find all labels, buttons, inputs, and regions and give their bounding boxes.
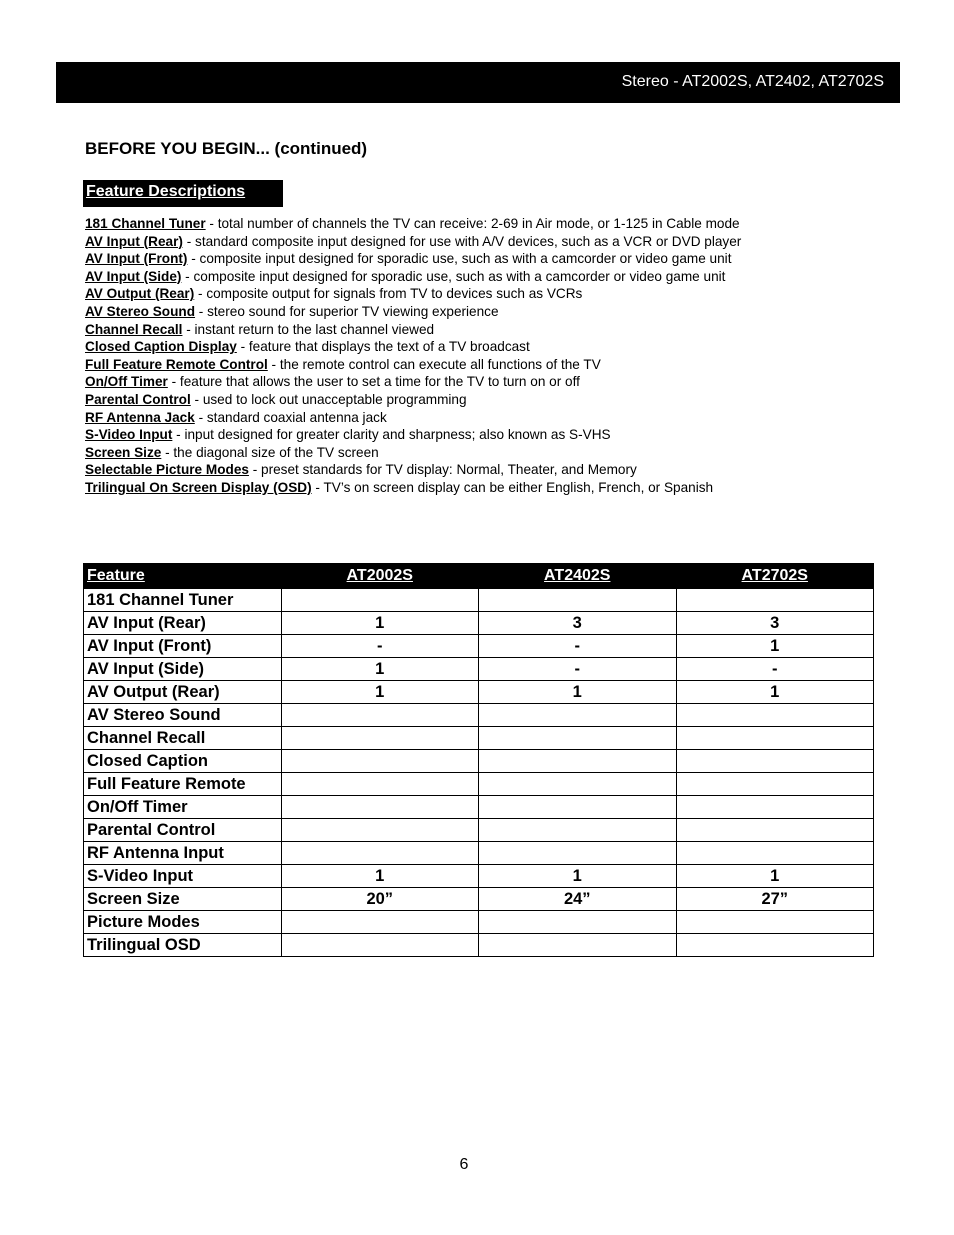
description-item: [85, 426, 905, 444]
feature-name-cell: Parental Control: [84, 819, 282, 842]
description-item: [85, 338, 905, 356]
description-text: - the diagonal size of the TV screen: [161, 444, 379, 460]
table-row: [84, 612, 874, 635]
model-value-cell: 1: [281, 658, 479, 681]
description-term: Closed Caption Display: [85, 339, 237, 355]
model-value-cell: 1: [281, 612, 479, 635]
description-term: Screen Size: [85, 444, 162, 460]
model-value-cell: 1: [281, 865, 479, 888]
description-term: Selectable Picture Modes: [85, 462, 249, 478]
table-row: [84, 934, 874, 957]
description-term: Channel Recall: [85, 321, 183, 337]
feature-name-cell: 181 Channel Tuner: [84, 589, 282, 612]
description-text: - composite input designed for sporadic use, such as with a camcorder or video game unit: [187, 251, 732, 267]
table-row: [84, 727, 874, 750]
table-header-row: [84, 564, 874, 589]
description-term: AV Input (Front): [85, 251, 188, 267]
model-value-cell: 1: [281, 681, 479, 704]
model-value-cell: [479, 773, 677, 796]
model-value-cell: 1: [676, 865, 874, 888]
model-value-cell: 1: [676, 681, 874, 704]
model-value-cell: [676, 750, 874, 773]
feature-name-cell: On/Off Timer: [84, 796, 282, 819]
model-value-cell: [281, 750, 479, 773]
description-term: RF Antenna Jack: [85, 409, 195, 425]
model-value-cell: [479, 819, 677, 842]
column-header-feature: Feature: [84, 564, 282, 589]
model-value-cell: [676, 819, 874, 842]
model-value-cell: -: [281, 635, 479, 658]
model-value-cell: [676, 934, 874, 957]
feature-name-cell: RF Antenna Input: [84, 842, 282, 865]
model-value-cell: 24”: [479, 888, 677, 911]
description-item: [85, 303, 905, 321]
description-text: - the remote control can execute all functions of the TV: [267, 356, 601, 372]
model-value-cell: -: [676, 658, 874, 681]
description-item: [85, 321, 905, 339]
feature-name-cell: S-Video Input: [84, 865, 282, 888]
model-value-cell: [281, 589, 479, 612]
description-term: AV Output (Rear): [85, 286, 195, 302]
description-term: AV Input (Side): [85, 268, 182, 284]
model-value-cell: [479, 796, 677, 819]
table-row: [84, 773, 874, 796]
model-value-cell: [479, 750, 677, 773]
table-row: [84, 750, 874, 773]
model-value-cell: [281, 773, 479, 796]
description-text: - stereo sound for superior TV viewing experience: [195, 303, 499, 319]
description-text: - composite output for signals from TV to devices such as VCRs: [194, 286, 583, 302]
feature-comparison-table: [83, 563, 874, 957]
feature-name-cell: Channel Recall: [84, 727, 282, 750]
description-item: [85, 250, 905, 268]
model-value-cell: [281, 727, 479, 750]
table-row: [84, 888, 874, 911]
description-text: - instant return to the last channel viewed: [182, 321, 435, 337]
model-value-cell: [281, 819, 479, 842]
table-row: [84, 842, 874, 865]
model-value-cell: [281, 911, 479, 934]
description-text: - total number of channels the TV can receive: 2-69 in Air mode, or 1-125 in Cable mode: [205, 216, 740, 231]
model-value-cell: [676, 796, 874, 819]
table-row: [84, 658, 874, 681]
model-value-cell: 1: [676, 635, 874, 658]
feature-descriptions-box: [83, 180, 283, 207]
table-row: [84, 819, 874, 842]
table-row: [84, 704, 874, 727]
model-value-cell: -: [479, 658, 677, 681]
feature-description-list: [85, 215, 905, 497]
model-value-cell: [479, 704, 677, 727]
model-value-cell: [281, 796, 479, 819]
column-header-at2402s: AT2402S: [479, 564, 677, 589]
table-row: [84, 796, 874, 819]
model-value-cell: 27”: [676, 888, 874, 911]
feature-name-cell: Picture Modes: [84, 911, 282, 934]
table-row: [84, 911, 874, 934]
feature-name-cell: AV Input (Side): [84, 658, 282, 681]
model-value-cell: [479, 842, 677, 865]
description-term: S-Video Input: [85, 427, 173, 443]
description-term: Parental Control: [85, 391, 191, 407]
description-item: [85, 461, 905, 479]
description-term: On/Off Timer: [85, 374, 168, 390]
model-value-cell: [676, 842, 874, 865]
description-item: [85, 233, 905, 251]
model-value-cell: 20”: [281, 888, 479, 911]
description-item: [85, 391, 905, 409]
model-value-cell: 1: [479, 681, 677, 704]
description-text: - feature that displays the text of a TV broadcast: [236, 339, 530, 355]
description-text: - used to lock out unacceptable programming: [190, 391, 467, 407]
description-text: - preset standards for TV display: Normal, Theater, and Memory: [248, 462, 637, 478]
model-value-cell: [676, 727, 874, 750]
model-value-cell: [281, 704, 479, 727]
model-value-cell: [281, 842, 479, 865]
model-value-cell: 1: [479, 865, 677, 888]
table-row: [84, 635, 874, 658]
description-text: - input designed for greater clarity and sharpness; also known as S-VHS: [172, 427, 611, 443]
feature-name-cell: Full Feature Remote: [84, 773, 282, 796]
model-value-cell: [479, 911, 677, 934]
model-value-cell: [676, 704, 874, 727]
header-title: Stereo - AT2002S, AT2402, AT2702S: [621, 73, 884, 90]
feature-name-cell: AV Input (Front): [84, 635, 282, 658]
description-text: - composite input designed for sporadic use, such as with a camcorder or video game unit: [181, 268, 726, 284]
description-text: - standard coaxial antenna jack: [194, 409, 387, 425]
description-term: AV Stereo Sound: [85, 303, 196, 319]
description-term: Full Feature Remote Control: [85, 356, 268, 372]
description-item: [85, 373, 905, 391]
description-term: 181 Channel Tuner: [85, 216, 206, 231]
description-item: [85, 409, 905, 427]
feature-name-cell: AV Input (Rear): [84, 612, 282, 635]
description-item: [85, 215, 905, 233]
description-item: [85, 444, 905, 462]
section-heading: BEFORE YOU BEGIN... (continued): [85, 139, 368, 158]
model-value-cell: 3: [479, 612, 677, 635]
model-value-cell: [676, 773, 874, 796]
description-item: [85, 479, 905, 497]
description-text: - standard composite input designed for use with A/V devices, such as a VCR or DVD player: [182, 233, 742, 249]
model-value-cell: [479, 589, 677, 612]
description-text: - TV’s on screen display can be either English, French, or Spanish: [311, 479, 714, 495]
feature-name-cell: AV Output (Rear): [84, 681, 282, 704]
table-row: [84, 681, 874, 704]
page-number: 6: [459, 1156, 469, 1173]
description-item: [85, 268, 905, 286]
header-bar: [56, 62, 900, 103]
column-header-at2002s: AT2002S: [281, 564, 479, 589]
feature-name-cell: Trilingual OSD: [84, 934, 282, 957]
table-row: [84, 589, 874, 612]
feature-descriptions-label: Feature Descriptions: [86, 183, 246, 200]
model-value-cell: [281, 934, 479, 957]
model-value-cell: -: [479, 635, 677, 658]
description-text: - feature that allows the user to set a time for the TV to turn on or off: [167, 374, 580, 390]
table-row: [84, 865, 874, 888]
feature-name-cell: AV Stereo Sound: [84, 704, 282, 727]
feature-name-cell: Closed Caption: [84, 750, 282, 773]
model-value-cell: [479, 934, 677, 957]
model-value-cell: [479, 727, 677, 750]
model-value-cell: [676, 911, 874, 934]
description-item: [85, 285, 905, 303]
model-value-cell: 3: [676, 612, 874, 635]
feature-name-cell: Screen Size: [84, 888, 282, 911]
column-header-at2702s: AT2702S: [676, 564, 874, 589]
description-term: Trilingual On Screen Display (OSD): [85, 479, 312, 495]
description-term: AV Input (Rear): [85, 233, 183, 249]
description-item: [85, 356, 905, 374]
model-value-cell: [676, 589, 874, 612]
